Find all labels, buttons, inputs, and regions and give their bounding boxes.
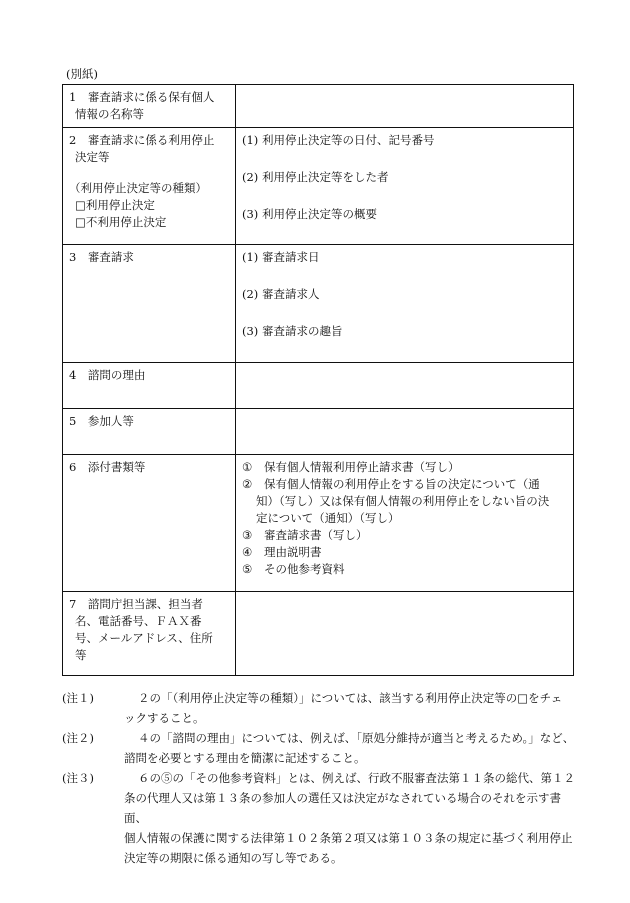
row-7-value	[236, 592, 574, 676]
kind-title: （利用停止決定等の種類）	[69, 181, 207, 195]
attachment-item: ④ 理由説明書	[242, 545, 322, 559]
note-3: (注３) ６の⑤の「その他参考資料」とは、例えば、行政不服審査法第１１条の総代、第１２ 条の代理人又は第１３条の参加人の選任又は決定がなされている場合のそれを示す書面、 個人情報の保護に関する法律第１０２条第２項又は第１０３条の規定に基づく利用停止 決定等の期限に係る通知の写し等である。	[62, 771, 575, 865]
row-7	[63, 592, 574, 676]
row-6	[63, 455, 574, 592]
row-4-label: 4 諮問の理由	[63, 363, 236, 409]
note-1: (注１) ２の「（利用停止決定等の種類）」については、該当する利用停止決定等の□をチェ ックすること。	[62, 691, 563, 725]
row-4	[63, 363, 574, 409]
review-form-table	[62, 84, 574, 676]
row-2-label: 2 審査請求に係る利用停止 決定等 （利用停止決定等の種類） □利用停止決定 □不利用停止決定	[63, 128, 236, 245]
note-2: (注２) ４の「諮問の理由」については、例えば、「原処分維持が適当と考えるため。」など、 諮問を必要とする理由を簡潔に記述すること。	[62, 731, 575, 765]
row-5	[63, 409, 574, 455]
kind-option-stop: □利用停止決定	[75, 198, 155, 212]
row-5-label: 5 参加人等	[63, 409, 236, 455]
row-4-value	[236, 363, 574, 409]
row-3-value: (1) 審査請求日 (2) 審査請求人 (3) 審査請求の趣旨	[236, 245, 574, 363]
row-6-value: ① 保有個人情報利用停止請求書（写し） ② 保有個人情報の利用停止をする旨の決定について（通 知）（写し）又は保有個人情報の利用停止をしない旨の決 定について（通知）（写し） ③ 審査請求書（写し） ④ 理由説明書 ⑤ その他参考資料	[236, 455, 574, 592]
attachment-label: (別紙)	[66, 67, 98, 81]
kind-option-nonstop: □不利用停止決定	[75, 215, 167, 229]
attachment-item: ② 保有個人情報の利用停止をする旨の決定について（通	[242, 477, 540, 491]
row-2-value: (1) 利用停止決定等の日付、記号番号 (2) 利用停止決定等をした者 (3) 利用停止決定等の概要	[236, 128, 574, 245]
row-2	[63, 128, 574, 245]
row-5-value	[236, 409, 574, 455]
attachment-item: ③ 審査請求書（写し）	[242, 528, 368, 542]
row-3	[63, 245, 574, 363]
row-1	[63, 85, 574, 128]
row-7-label: 7 諮問庁担当課、担当者 名、電話番号、ＦＡＸ番 号、メールアドレス、住所 等	[63, 592, 236, 676]
notes-section	[62, 688, 582, 868]
row-1-value	[236, 85, 574, 128]
attachment-item: ⑤ その他参考資料	[242, 562, 345, 576]
row-1-label: 1 審査請求に係る保有個人 情報の名称等	[63, 85, 236, 128]
row-3-label: 3 審査請求	[63, 245, 236, 363]
attachment-item: ① 保有個人情報利用停止請求書（写し）	[242, 460, 460, 474]
row-6-label: 6 添付書類等	[63, 455, 236, 592]
